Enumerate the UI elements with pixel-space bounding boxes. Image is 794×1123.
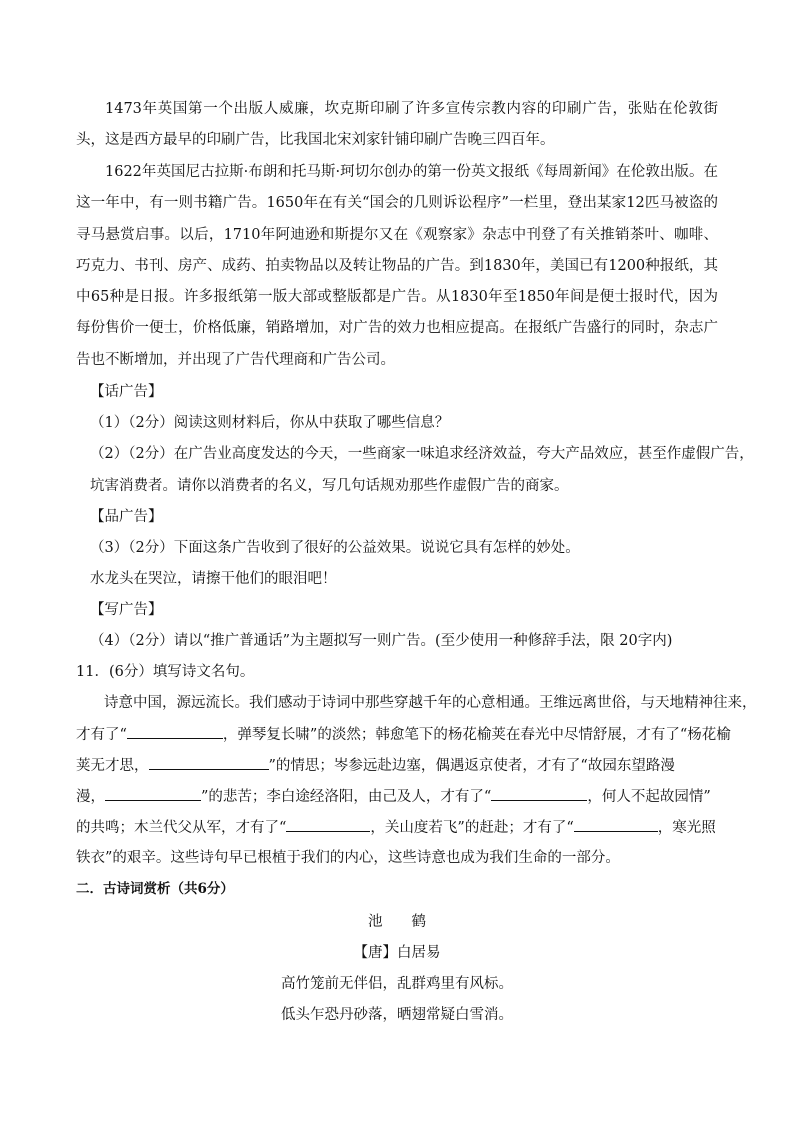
section-2-title: 二．古诗词赏析（共6分） [76, 881, 234, 897]
question-4: （4）（2分）请以“推广普通话”为主题拟写一则广告。(至少使用一种修辞手法，限 20字内) [90, 633, 673, 649]
poem-line-2: 低头乍恐丹砂落，晒翅常疑白雪消。 [281, 1007, 513, 1023]
answer-blank-4[interactable] [491, 786, 587, 801]
answer-blank-1[interactable] [127, 724, 223, 739]
question-2-line-1: （2）（2分）在广告业高度发达的今天，一些商家一味追求经济效益，夸大产品效应，甚至作虚假广告， [90, 446, 754, 462]
poem-title: 池 鹤 [368, 914, 426, 930]
q11-line-4: 漫， ”的悲苦；李白途经洛阳，由己及人，才有了“ ，何人不起故园情” [76, 786, 711, 807]
paragraph-printing-history: 1473年英国第一个出版人威廉，坎克斯印刷了许多宣传宗教内容的印刷广告，张贴在伦敦街头，这是西方最早的印刷广告，比我国北宋刘家针铺印刷广告晚三四百年。 [76, 101, 718, 149]
ad-slogan: 水龙头在哭泣，请擦干他们的眼泪吧！ [90, 571, 337, 587]
q11-line-3: 荚无才思， ”的情思；岑参远赴边塞，偶遇返京使者，才有了“故园东望路漫 [76, 755, 675, 776]
answer-blank-3[interactable] [105, 786, 201, 801]
q11-line-1: 诗意中国，源远流长。我们感动于诗词中那些穿越千年的心意相通。王维远离世俗，与天地精神往来， [104, 695, 757, 711]
question-11-title: 11．(6分）填写诗文名句。 [76, 664, 255, 680]
question-1: （1）（2分）阅读这则材料后，你从中获取了哪些信息？ [90, 415, 450, 431]
section-heading-hua: 【话广告】 [90, 384, 163, 400]
q11-line-5: 的共鸣；木兰代父从军，才有了“ ，关山度若飞”的赶赴；才有了“ ，寒光照 [76, 817, 716, 838]
answer-blank-5[interactable] [286, 817, 370, 832]
poem-line-1: 高竹笼前无伴侣，乱群鸡里有风标。 [281, 976, 513, 992]
q11-line-2: 才有了“ ，弹琴复长啸”的淡然；韩愈笔下的杨花榆荚在春光中尽情舒展，才有了“杨花榆 [76, 724, 731, 745]
answer-blank-6[interactable] [574, 817, 658, 832]
question-3: （3）（2分）下面这条广告收到了很好的公益效果。说说它具有怎样的妙处。 [90, 540, 580, 556]
question-2-line-2: 坑害消费者。请你以消费者的名义，写几句话规劝那些作虚假广告的商家。 [90, 478, 569, 494]
paragraph-newspaper-history: 1622年英国尼古拉斯·布朗和托马斯·珂切尔创办的第一份英文报纸《每周新闻》在伦敦出版。在这一年中，有一则书籍广告。1650年在有关“国会的几则诉讼程序”一栏里，登出某家12匹马被盗的寻马悬赏启事。以后，1710年阿迪逊和斯提尔又在《观察家》杂志中刊登了有关推销茶叶、咖啡、巧克力、书刊、房产、成药、拍卖物品以及转让物品的广告。到1830年，美国已有1200种报纸，其中65种是日报。许多报纸第一版大部或整版都是广告。从1830年至1850年间是便士报时代，因为每份售价一便士，价格低廉，销路增加，对广告的效力也相应提高。在报纸广告盛行的同时，杂志广告也不断增加，并出现了广告代理商和广告公司。 [76, 164, 718, 368]
answer-blank-2[interactable] [149, 755, 269, 770]
section-heading-pin: 【品广告】 [90, 509, 163, 525]
q11-line-6: 铁衣”的艰辛。这些诗句早已根植于我们的内心，这些诗意也成为我们生命的一部分。 [76, 850, 620, 866]
poem-author: 【唐】白居易 [353, 945, 441, 961]
section-heading-xie: 【写广告】 [90, 602, 163, 618]
